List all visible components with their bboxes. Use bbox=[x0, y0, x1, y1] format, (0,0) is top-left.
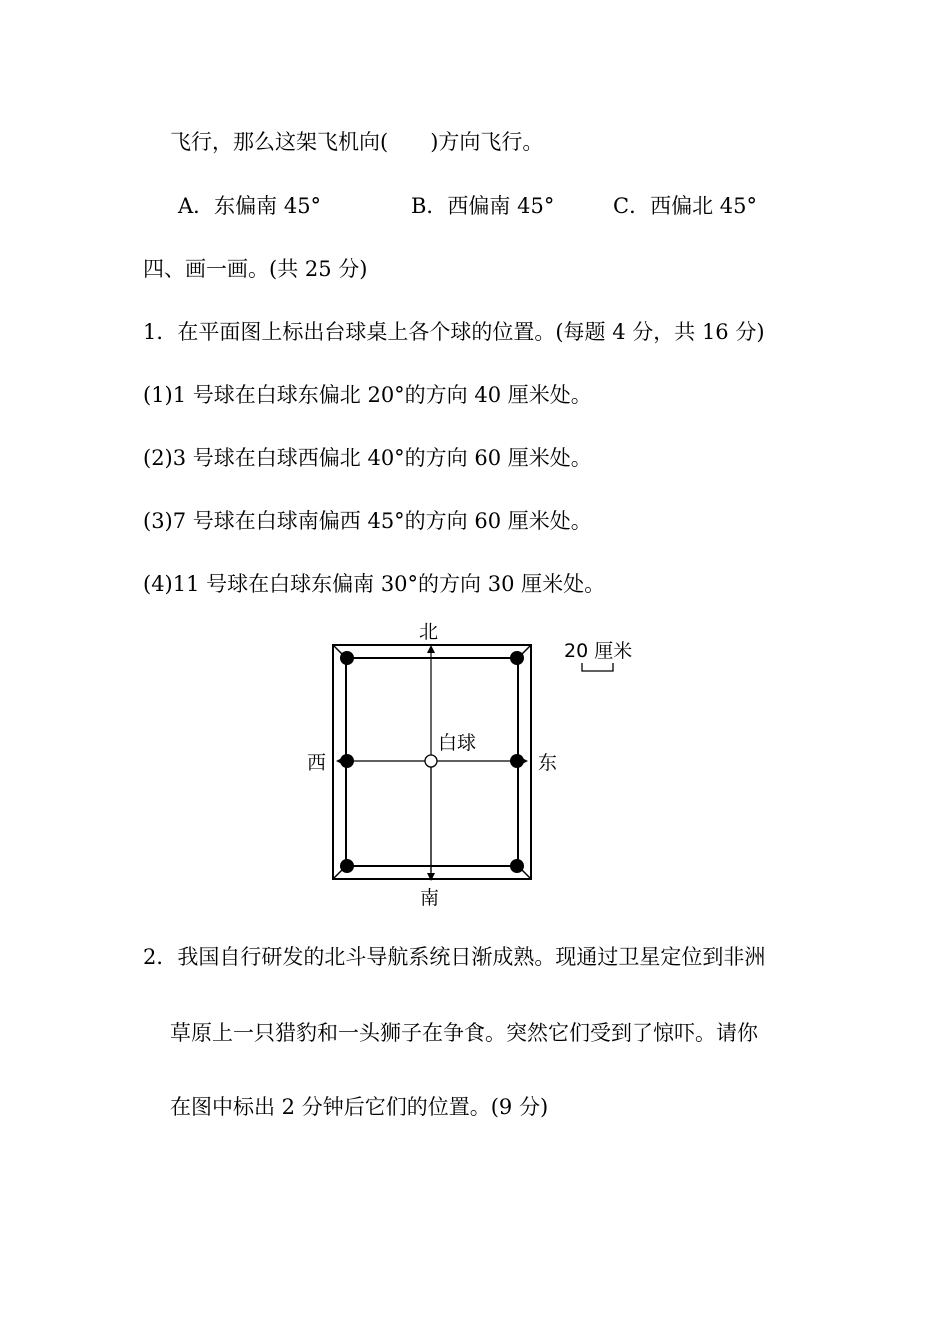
question-1-title: 1．在平面图上标出台球桌上各个球的位置。(每题 4 分，共 16 分) bbox=[143, 320, 765, 344]
east-label: 东 bbox=[538, 752, 558, 774]
option-c: C．西偏北 45° bbox=[613, 194, 757, 218]
option-a: A．东偏南 45° bbox=[178, 194, 322, 218]
pocket bbox=[510, 651, 524, 665]
question-continuation: 飞行，那么这架飞机向( )方向飞行。 bbox=[170, 130, 544, 154]
pocket bbox=[340, 754, 354, 768]
question-1-item: (3)7 号球在白球南偏西 45°的方向 60 厘米处。 bbox=[143, 509, 592, 533]
question-1-item: (4)11 号球在白球东偏南 30°的方向 30 厘米处。 bbox=[143, 572, 606, 596]
pocket bbox=[340, 859, 354, 873]
billiard-table-diagram bbox=[300, 615, 660, 915]
pocket bbox=[510, 754, 524, 768]
white-ball-label: 白球 bbox=[438, 732, 477, 754]
pocket bbox=[510, 859, 524, 873]
question-2-line: 2．我国自行研发的北斗导航系统日渐成熟。现通过卫星定位到非洲 bbox=[143, 945, 766, 969]
question-2-line: 草原上一只猎豹和一头狮子在争食。突然它们受到了惊吓。请你 bbox=[170, 1021, 758, 1045]
scale-label: 20 厘米 bbox=[564, 640, 633, 662]
question-1-item: (2)3 号球在白球西偏北 40°的方向 60 厘米处。 bbox=[143, 446, 592, 470]
south-label: 南 bbox=[420, 887, 440, 909]
north-label: 北 bbox=[419, 621, 439, 643]
question-1-item: (1)1 号球在白球东偏北 20°的方向 40 厘米处。 bbox=[143, 383, 592, 407]
option-b: B．西偏南 45° bbox=[411, 194, 555, 218]
west-label: 西 bbox=[307, 752, 327, 774]
white-ball bbox=[425, 755, 437, 767]
pocket bbox=[340, 651, 354, 665]
section-title: 四、画一画。(共 25 分) bbox=[143, 257, 368, 281]
scale-bar bbox=[582, 663, 613, 671]
question-2-line: 在图中标出 2 分钟后它们的位置。(9 分) bbox=[170, 1095, 549, 1119]
